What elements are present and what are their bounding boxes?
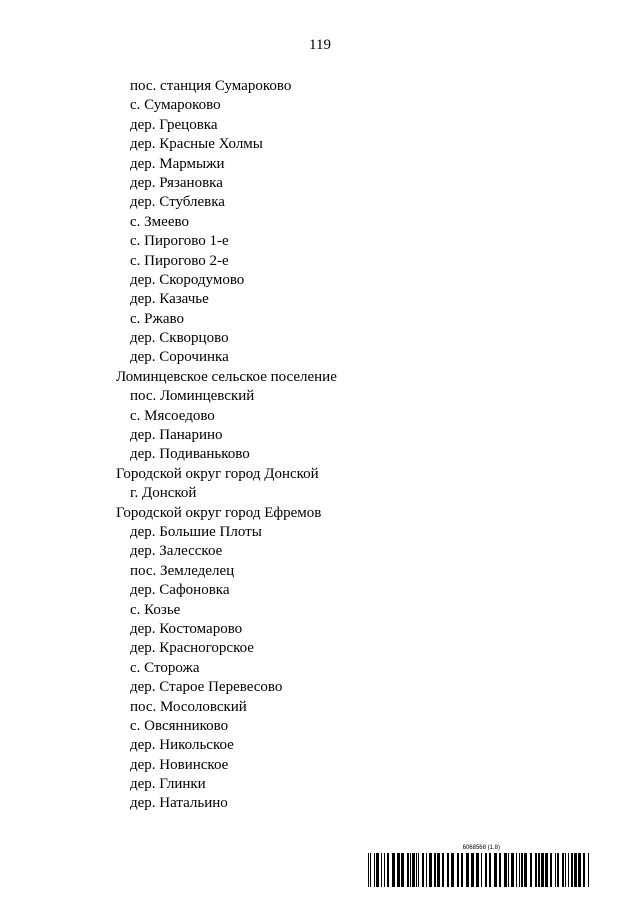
settlement-item: дер. Красногорское [130, 640, 254, 657]
settlement-item: дер. Грецовка [130, 116, 218, 133]
settlement-item: дер. Красные Холмы [130, 136, 263, 153]
settlement-item: пос. Мосоловский [130, 698, 247, 715]
settlement-item: дер. Панарино [130, 427, 223, 444]
settlement-item: дер. Сорочинка [130, 349, 229, 366]
settlement-item: дер. Казачье [130, 291, 209, 308]
settlement-item: дер. Старое Перевесово [130, 679, 283, 696]
settlement-item: пос. станция Сумароково [130, 78, 292, 94]
settlement-item: дер. Натальино [130, 795, 228, 812]
settlement-item: дер. Глинки [130, 776, 206, 793]
settlement-item: дер. Большие Плоты [130, 523, 262, 540]
settlement-item: с. Сумароково [130, 97, 221, 114]
settlement-item: дер. Новинское [130, 756, 229, 773]
settlement-group-heading: Городской округ город Донской [116, 465, 319, 482]
barcode [368, 853, 590, 887]
page-number: 119 [309, 37, 331, 53]
settlement-item: с. Змеево [130, 213, 189, 230]
settlement-item: дер. Скородумово [130, 271, 245, 288]
settlement-list [116, 77, 337, 814]
settlement-item: г. Донской [130, 485, 197, 502]
settlement-item: с. Козье [130, 601, 181, 618]
settlement-item: с. Пирогово 2-е [130, 252, 229, 269]
settlement-group-heading: Ломинцевское сельское поселение [116, 368, 337, 385]
settlement-item: с. Сторожа [130, 659, 200, 676]
settlement-item: с. Ржаво [130, 310, 185, 327]
settlement-item: с. Овсянниково [130, 717, 229, 734]
settlement-item: с. Мясоедово [130, 407, 215, 424]
settlement-item: дер. Никольское [130, 737, 234, 754]
settlement-item: дер. Залесское [130, 543, 223, 560]
settlement-item: дер. Подиваньково [130, 446, 250, 463]
settlement-item: дер. Стублевка [130, 194, 225, 211]
settlement-item: дер. Мармыжи [130, 155, 225, 172]
settlement-item: пос. Ломинцевский [130, 388, 255, 405]
settlement-item: пос. Земледелец [130, 562, 235, 579]
settlement-item: с. Пирогово 1-е [130, 233, 229, 250]
barcode-label: 6068568 (1.8) [462, 845, 500, 851]
barcode-block [368, 845, 590, 887]
settlement-item: дер. Сафоновка [130, 582, 230, 599]
settlement-item: дер. Костомарово [130, 620, 243, 637]
settlement-item: дер. Рязановка [130, 174, 223, 191]
settlement-group-heading: Городской округ город Ефремов [116, 504, 322, 521]
settlement-item: дер. Скворцово [130, 330, 229, 347]
